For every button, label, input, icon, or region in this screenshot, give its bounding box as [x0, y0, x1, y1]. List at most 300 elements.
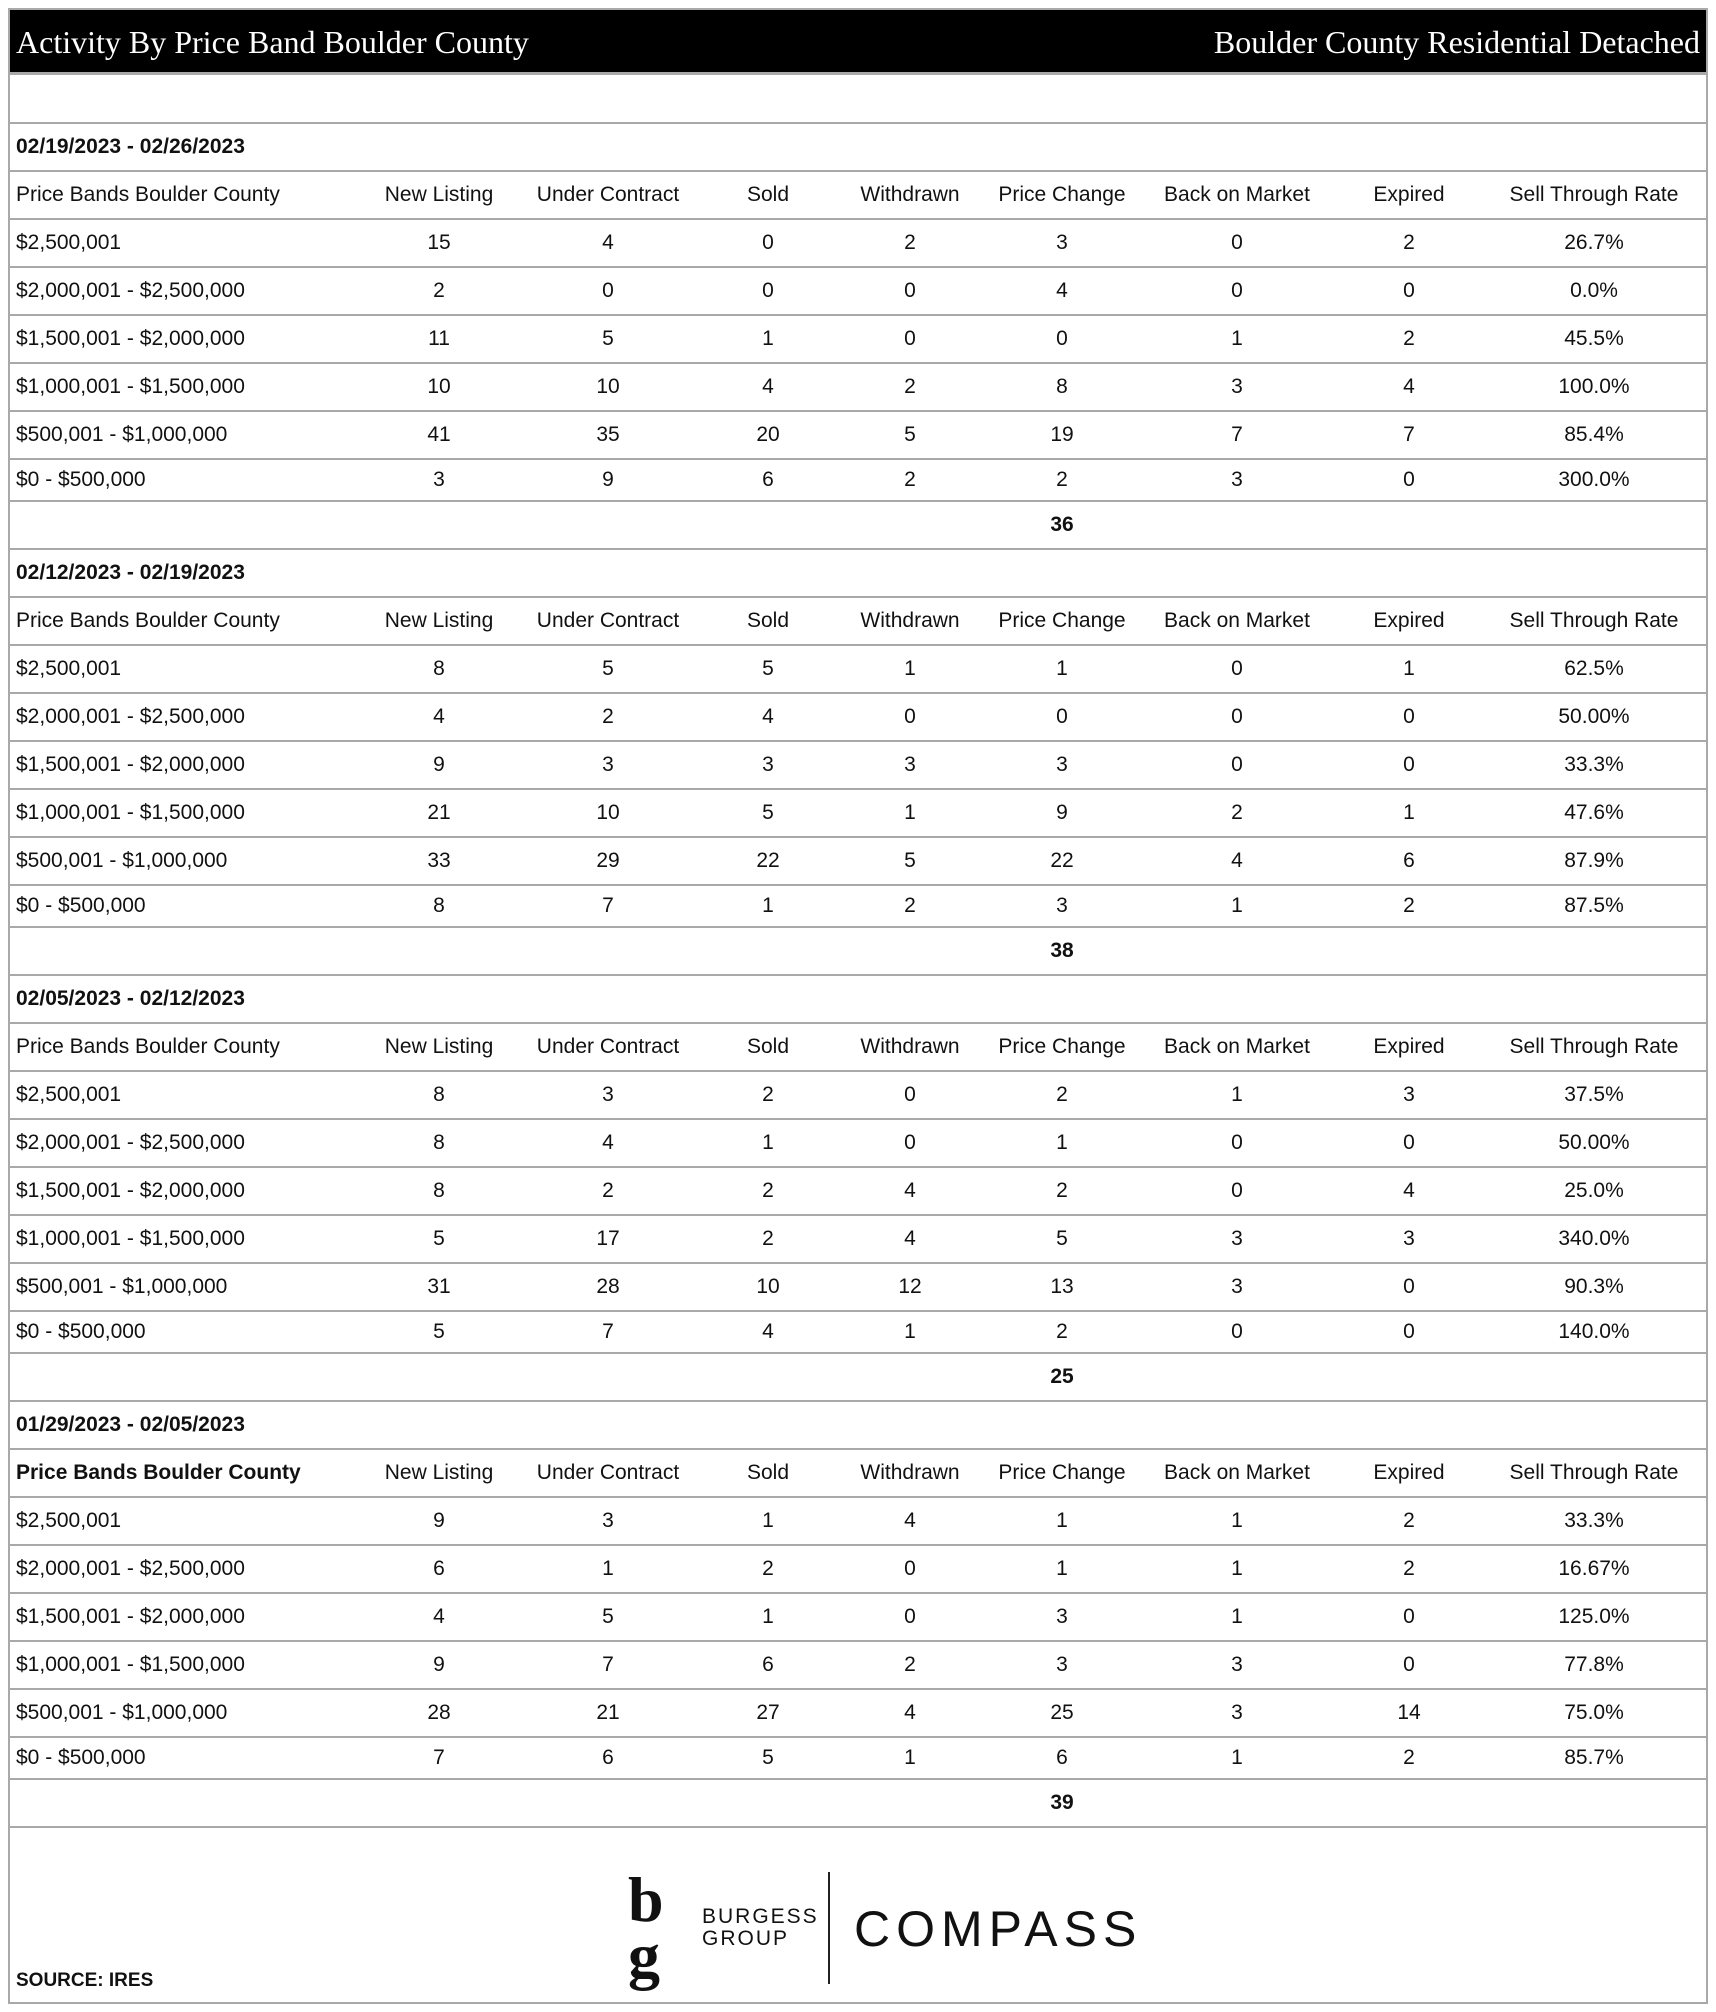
- withdrawn-cell: 0: [904, 705, 916, 728]
- table-row: [10, 1264, 1706, 1312]
- under-contract-cell: 6: [602, 1746, 614, 1769]
- price-band-cell: $2,000,001 - $2,500,000: [16, 1131, 245, 1154]
- table-row: [10, 412, 1706, 460]
- table-row: [10, 460, 1706, 502]
- under-contract-cell: 3: [602, 1083, 614, 1106]
- under-contract-cell: 3: [602, 753, 614, 776]
- column-header-row: [10, 172, 1706, 220]
- withdrawn-cell: 4: [904, 1509, 916, 1532]
- sold-cell: 1: [762, 1509, 774, 1532]
- table-row: [10, 694, 1706, 742]
- new-listing-cell: 21: [427, 801, 451, 824]
- sold-cell: 2: [762, 1227, 774, 1250]
- section-date-row: [10, 976, 1706, 1024]
- sold-cell: 22: [756, 849, 780, 872]
- expired-cell: 3: [1403, 1227, 1415, 1250]
- new-listing-cell: 9: [433, 1653, 445, 1676]
- sold-cell: 1: [762, 894, 774, 917]
- expired-cell: 4: [1403, 375, 1415, 398]
- expired-cell: Expired: [1373, 1461, 1445, 1484]
- price-change-cell: 22: [1050, 849, 1074, 872]
- back-on-market-cell: 3: [1231, 375, 1243, 398]
- withdrawn-cell: 0: [904, 1083, 916, 1106]
- sold-cell: 1: [762, 1605, 774, 1628]
- table-row: [10, 1168, 1706, 1216]
- under-contract-cell: 29: [596, 849, 620, 872]
- table-row: [10, 790, 1706, 838]
- withdrawn-cell: 12: [898, 1275, 922, 1298]
- under-contract-cell: 7: [602, 1320, 614, 1343]
- new-listing-cell: 4: [433, 705, 445, 728]
- withdrawn-cell: Withdrawn: [860, 609, 960, 632]
- expired-cell: Expired: [1373, 1035, 1445, 1058]
- price-change-cell: 6: [1056, 1746, 1068, 1769]
- burgess-group-logo-text: [702, 1906, 819, 1950]
- price-band-cell: $1,000,001 - $1,500,000: [16, 375, 245, 398]
- expired-cell: 0: [1403, 1275, 1415, 1298]
- new-listing-cell: 9: [433, 1509, 445, 1532]
- sold-cell: Sold: [746, 183, 790, 206]
- new-listing-cell: 10: [427, 375, 451, 398]
- withdrawn-cell: Withdrawn: [860, 1035, 960, 1058]
- under-contract-cell: 35: [596, 423, 620, 446]
- under-contract-cell: Under Contract: [536, 183, 680, 206]
- withdrawn-cell: 1: [904, 801, 916, 824]
- under-contract-cell: 4: [602, 231, 614, 254]
- brand-logos: [628, 1864, 1143, 1991]
- price-change-cell: 25: [1050, 1701, 1074, 1724]
- sold-cell: 5: [762, 657, 774, 680]
- expired-cell: 0: [1403, 1605, 1415, 1628]
- report-frame: [8, 8, 1708, 2004]
- section-date-row: [10, 1402, 1706, 1450]
- price-change-cell: 1: [1056, 1509, 1068, 1532]
- under-contract-cell: 2: [602, 705, 614, 728]
- column-header-row: [10, 1024, 1706, 1072]
- sell-through-rate-cell: 33.3%: [1564, 753, 1624, 776]
- price-band-cell: $2,500,001: [16, 657, 122, 680]
- sold-cell: 0: [762, 279, 774, 302]
- under-contract-cell: 5: [602, 657, 614, 680]
- table-row: [10, 1690, 1706, 1738]
- expired-cell: 2: [1403, 1509, 1415, 1532]
- back-on-market-cell: 0: [1231, 1320, 1243, 1343]
- expired-cell: 6: [1403, 849, 1415, 872]
- price-band-cell: $1,000,001 - $1,500,000: [16, 1653, 245, 1676]
- sell-through-rate-cell: 87.9%: [1564, 849, 1624, 872]
- back-on-market-cell: 1: [1231, 1083, 1243, 1106]
- expired-cell: 1: [1403, 801, 1415, 824]
- expired-cell: 0: [1403, 1653, 1415, 1676]
- expired-cell: 2: [1403, 1746, 1415, 1769]
- price-change-cell: 19: [1050, 423, 1074, 446]
- price-change-cell: 2: [1056, 1179, 1068, 1202]
- under-contract-cell: 17: [596, 1227, 620, 1250]
- withdrawn-cell: 2: [904, 231, 916, 254]
- logo-text-burgess: BURGESS: [702, 1905, 819, 1928]
- table-row: [10, 1216, 1706, 1264]
- source-note: SOURCE: IRES: [16, 1970, 154, 1991]
- back-on-market-cell: 0: [1231, 1179, 1243, 1202]
- price-band-cell: $2,500,001: [16, 1083, 122, 1106]
- under-contract-cell: 7: [602, 1653, 614, 1676]
- price-band-cell: $500,001 - $1,000,000: [16, 423, 228, 446]
- new-listing-cell: 5: [433, 1227, 445, 1250]
- new-listing-cell: 31: [427, 1275, 451, 1298]
- price-change-cell: 1: [1056, 1557, 1068, 1580]
- withdrawn-cell: Withdrawn: [860, 183, 960, 206]
- price-band-cell: $500,001 - $1,000,000: [16, 1701, 228, 1724]
- back-on-market-cell: 3: [1231, 468, 1243, 491]
- section-total: 39: [1050, 1791, 1074, 1814]
- under-contract-cell: 3: [602, 1509, 614, 1532]
- withdrawn-cell: 4: [904, 1227, 916, 1250]
- sell-through-rate-cell: Sell Through Rate: [1509, 183, 1679, 206]
- column-header-row: [10, 1450, 1706, 1498]
- withdrawn-cell: 1: [904, 657, 916, 680]
- withdrawn-cell: 1: [904, 1320, 916, 1343]
- sold-cell: 5: [762, 1746, 774, 1769]
- expired-cell: 0: [1403, 279, 1415, 302]
- back-on-market-cell: 0: [1231, 657, 1243, 680]
- price-change-cell: 13: [1050, 1275, 1074, 1298]
- blank-row: [10, 75, 1706, 124]
- withdrawn-cell: 0: [904, 1605, 916, 1628]
- price-change-cell: 0: [1056, 705, 1068, 728]
- price-band-cell: $2,000,001 - $2,500,000: [16, 1557, 245, 1580]
- withdrawn-cell: 2: [904, 375, 916, 398]
- new-listing-cell: 5: [433, 1320, 445, 1343]
- back-on-market-cell: 1: [1231, 1605, 1243, 1628]
- under-contract-cell: 10: [596, 801, 620, 824]
- sold-cell: 2: [762, 1179, 774, 1202]
- sell-through-rate-cell: 140.0%: [1558, 1320, 1630, 1343]
- price-change-cell: 9: [1056, 801, 1068, 824]
- sell-through-rate-cell: 50.00%: [1558, 1131, 1630, 1154]
- table-row: [10, 364, 1706, 412]
- under-contract-cell: 2: [602, 1179, 614, 1202]
- expired-cell: 0: [1403, 1131, 1415, 1154]
- expired-cell: 14: [1397, 1701, 1421, 1724]
- price-change-cell: 2: [1056, 468, 1068, 491]
- new-listing-cell: 6: [433, 1557, 445, 1580]
- sold-cell: 4: [762, 375, 774, 398]
- price-change-cell: 8: [1056, 375, 1068, 398]
- back-on-market-cell: Back on Market: [1164, 1035, 1310, 1058]
- sold-cell: 3: [762, 753, 774, 776]
- sell-through-rate-cell: 16.67%: [1558, 1557, 1630, 1580]
- table-row: [10, 220, 1706, 268]
- withdrawn-cell: 2: [904, 1653, 916, 1676]
- total-row: [10, 1780, 1706, 1828]
- sell-through-rate-cell: 85.4%: [1564, 423, 1624, 446]
- price-band-cell: $0 - $500,000: [16, 1320, 146, 1343]
- price-band-cell: $2,500,001: [16, 1509, 122, 1532]
- expired-cell: 2: [1403, 894, 1415, 917]
- back-on-market-cell: 3: [1231, 1701, 1243, 1724]
- report-subtitle: Boulder County Residential Detached: [1213, 24, 1700, 60]
- sell-through-rate-cell: 25.0%: [1564, 1179, 1624, 1202]
- new-listing-cell: 3: [433, 468, 445, 491]
- sell-through-rate-cell: 300.0%: [1558, 468, 1630, 491]
- withdrawn-cell: 5: [904, 423, 916, 446]
- sold-cell: Sold: [746, 1035, 790, 1058]
- new-listing-cell: 9: [433, 753, 445, 776]
- price-change-cell: Price Change: [998, 183, 1126, 206]
- new-listing-cell: New Listing: [384, 183, 494, 206]
- section-date: 02/05/2023 - 02/12/2023: [16, 987, 245, 1010]
- sold-cell: 2: [762, 1083, 774, 1106]
- back-on-market-cell: 1: [1231, 1557, 1243, 1580]
- sold-cell: 2: [762, 1557, 774, 1580]
- price-band-cell: $2,000,001 - $2,500,000: [16, 705, 245, 728]
- new-listing-cell: 8: [433, 1131, 445, 1154]
- back-on-market-cell: 0: [1231, 1131, 1243, 1154]
- under-contract-cell: 4: [602, 1131, 614, 1154]
- back-on-market-cell: 1: [1231, 327, 1243, 350]
- table-row: [10, 1594, 1706, 1642]
- under-contract-cell: 7: [602, 894, 614, 917]
- total-row: [10, 502, 1706, 550]
- sell-through-rate-cell: 85.7%: [1564, 1746, 1624, 1769]
- table-row: [10, 886, 1706, 928]
- logo-divider: [828, 1872, 830, 1984]
- section-date: 02/12/2023 - 02/19/2023: [16, 561, 245, 584]
- sell-through-rate-cell: 26.7%: [1564, 231, 1624, 254]
- column-header-row: [10, 598, 1706, 646]
- sold-cell: 0: [762, 231, 774, 254]
- under-contract-cell: 21: [596, 1701, 620, 1724]
- withdrawn-cell: 2: [904, 894, 916, 917]
- price-change-cell: 5: [1056, 1227, 1068, 1250]
- back-on-market-cell: 3: [1231, 1275, 1243, 1298]
- table-row: [10, 1498, 1706, 1546]
- table-row: [10, 1546, 1706, 1594]
- new-listing-cell: New Listing: [384, 1035, 494, 1058]
- price-band-cell: Price Bands Boulder County: [16, 183, 280, 206]
- table-row: [10, 1120, 1706, 1168]
- price-band-cell: Price Bands Boulder County: [16, 609, 280, 632]
- new-listing-cell: 11: [428, 327, 450, 350]
- sold-cell: 4: [762, 1320, 774, 1343]
- under-contract-cell: 5: [602, 1605, 614, 1628]
- under-contract-cell: 5: [602, 327, 614, 350]
- price-change-cell: 3: [1056, 231, 1068, 254]
- sell-through-rate-cell: 340.0%: [1558, 1227, 1630, 1250]
- sold-cell: 6: [762, 468, 774, 491]
- sell-through-rate-cell: 62.5%: [1564, 657, 1624, 680]
- expired-cell: 2: [1403, 327, 1415, 350]
- sold-cell: 20: [756, 423, 780, 446]
- sell-through-rate-cell: 33.3%: [1564, 1509, 1624, 1532]
- sold-cell: 4: [762, 705, 774, 728]
- new-listing-cell: 4: [433, 1605, 445, 1628]
- withdrawn-cell: 0: [904, 1557, 916, 1580]
- sold-cell: 10: [756, 1275, 780, 1298]
- price-change-cell: 3: [1056, 1605, 1068, 1628]
- under-contract-cell: Under Contract: [536, 1461, 680, 1484]
- back-on-market-cell: Back on Market: [1164, 183, 1310, 206]
- sell-through-rate-cell: 100.0%: [1558, 375, 1630, 398]
- withdrawn-cell: 3: [904, 753, 916, 776]
- back-on-market-cell: 3: [1231, 1653, 1243, 1676]
- section-total: 25: [1050, 1365, 1074, 1388]
- expired-cell: 1: [1403, 657, 1415, 680]
- new-listing-cell: 33: [427, 849, 451, 872]
- price-band-cell: $0 - $500,000: [16, 468, 146, 491]
- expired-cell: 4: [1403, 1179, 1415, 1202]
- footer: [10, 1836, 1706, 2002]
- expired-cell: 2: [1403, 1557, 1415, 1580]
- back-on-market-cell: 1: [1231, 894, 1243, 917]
- table-row: [10, 1072, 1706, 1120]
- price-change-cell: Price Change: [998, 1461, 1126, 1484]
- price-change-cell: 3: [1056, 894, 1068, 917]
- report-title: Activity By Price Band Boulder County: [16, 24, 529, 60]
- sell-through-rate-cell: 90.3%: [1564, 1275, 1624, 1298]
- sell-through-rate-cell: Sell Through Rate: [1509, 609, 1679, 632]
- back-on-market-cell: 2: [1231, 801, 1243, 824]
- burgess-group-logo-mark: b g: [628, 1864, 664, 1991]
- table-row: [10, 268, 1706, 316]
- sold-cell: 6: [762, 1653, 774, 1676]
- expired-cell: Expired: [1373, 609, 1445, 632]
- sold-cell: 5: [762, 801, 774, 824]
- back-on-market-cell: 3: [1231, 1227, 1243, 1250]
- table-row: [10, 1312, 1706, 1354]
- withdrawn-cell: 4: [904, 1179, 916, 1202]
- price-band-cell: $1,500,001 - $2,000,000: [16, 1605, 245, 1628]
- new-listing-cell: 8: [433, 894, 445, 917]
- back-on-market-cell: Back on Market: [1164, 1461, 1310, 1484]
- table-row: [10, 1738, 1706, 1780]
- sold-cell: 27: [756, 1701, 780, 1724]
- price-band-cell: $1,000,001 - $1,500,000: [16, 1227, 245, 1250]
- under-contract-cell: 9: [602, 468, 614, 491]
- new-listing-cell: 8: [433, 1179, 445, 1202]
- price-band-cell: $1,500,001 - $2,000,000: [16, 1179, 245, 1202]
- back-on-market-cell: 0: [1231, 753, 1243, 776]
- section-date-row: [10, 124, 1706, 172]
- price-change-cell: 2: [1056, 1320, 1068, 1343]
- new-listing-cell: New Listing: [384, 609, 494, 632]
- back-on-market-cell: 0: [1231, 279, 1243, 302]
- new-listing-cell: 2: [433, 279, 445, 302]
- withdrawn-cell: 0: [904, 1131, 916, 1154]
- total-row: [10, 1354, 1706, 1402]
- sell-through-rate-cell: 77.8%: [1564, 1653, 1624, 1676]
- price-change-cell: Price Change: [998, 1035, 1126, 1058]
- under-contract-cell: 0: [602, 279, 614, 302]
- price-band-cell: Price Bands Boulder County: [16, 1461, 301, 1484]
- price-band-cell: $1,500,001 - $2,000,000: [16, 753, 245, 776]
- table-row: [10, 646, 1706, 694]
- section-date: 02/19/2023 - 02/26/2023: [16, 135, 245, 158]
- price-band-cell: $1,000,001 - $1,500,000: [16, 801, 245, 824]
- sold-cell: Sold: [746, 609, 790, 632]
- new-listing-cell: 7: [433, 1746, 445, 1769]
- price-change-cell: 4: [1056, 279, 1068, 302]
- expired-cell: 0: [1403, 753, 1415, 776]
- price-change-cell: 1: [1056, 1131, 1068, 1154]
- back-on-market-cell: 1: [1231, 1509, 1243, 1532]
- new-listing-cell: 41: [427, 423, 451, 446]
- sell-through-rate-cell: Sell Through Rate: [1509, 1461, 1679, 1484]
- new-listing-cell: New Listing: [384, 1461, 494, 1484]
- price-band-cell: $0 - $500,000: [16, 894, 146, 917]
- table-row: [10, 742, 1706, 790]
- price-change-cell: 3: [1056, 753, 1068, 776]
- section-total: 38: [1050, 939, 1074, 962]
- back-on-market-cell: Back on Market: [1164, 609, 1310, 632]
- new-listing-cell: 15: [427, 231, 451, 254]
- price-band-cell: $1,500,001 - $2,000,000: [16, 327, 245, 350]
- new-listing-cell: 8: [433, 1083, 445, 1106]
- back-on-market-cell: 0: [1231, 231, 1243, 254]
- expired-cell: 7: [1403, 423, 1415, 446]
- sell-through-rate-cell: 47.6%: [1564, 801, 1624, 824]
- logo-text-group: GROUP: [702, 1927, 790, 1950]
- section-date-row: [10, 550, 1706, 598]
- expired-cell: 0: [1403, 705, 1415, 728]
- table-row: [10, 1642, 1706, 1690]
- withdrawn-cell: 0: [904, 327, 916, 350]
- sell-through-rate-cell: 75.0%: [1564, 1701, 1624, 1724]
- withdrawn-cell: Withdrawn: [860, 1461, 960, 1484]
- expired-cell: 0: [1403, 1320, 1415, 1343]
- sell-through-rate-cell: 87.5%: [1564, 894, 1624, 917]
- sell-through-rate-cell: 45.5%: [1564, 327, 1624, 350]
- price-band-cell: $2,000,001 - $2,500,000: [16, 279, 245, 302]
- under-contract-cell: 1: [602, 1557, 614, 1580]
- withdrawn-cell: 1: [904, 1746, 916, 1769]
- withdrawn-cell: 0: [904, 279, 916, 302]
- price-band-cell: Price Bands Boulder County: [16, 1035, 280, 1058]
- table-row: [10, 838, 1706, 886]
- price-change-cell: 3: [1056, 1653, 1068, 1676]
- table-row: [10, 316, 1706, 364]
- back-on-market-cell: 4: [1231, 849, 1243, 872]
- price-band-cell: $500,001 - $1,000,000: [16, 1275, 228, 1298]
- price-change-cell: 2: [1056, 1083, 1068, 1106]
- back-on-market-cell: 1: [1231, 1746, 1243, 1769]
- price-change-cell: 1: [1056, 657, 1068, 680]
- expired-cell: Expired: [1373, 183, 1445, 206]
- expired-cell: 2: [1403, 231, 1415, 254]
- sell-through-rate-cell: 125.0%: [1558, 1605, 1630, 1628]
- sell-through-rate-cell: 37.5%: [1564, 1083, 1624, 1106]
- withdrawn-cell: 5: [904, 849, 916, 872]
- under-contract-cell: Under Contract: [536, 609, 680, 632]
- report-header: [10, 10, 1706, 75]
- under-contract-cell: 28: [596, 1275, 620, 1298]
- sell-through-rate-cell: 0.0%: [1570, 279, 1618, 302]
- sold-cell: 1: [762, 1131, 774, 1154]
- section-total: 36: [1050, 513, 1074, 536]
- sell-through-rate-cell: 50.00%: [1558, 705, 1630, 728]
- expired-cell: 0: [1403, 468, 1415, 491]
- sold-cell: 1: [762, 327, 774, 350]
- price-band-cell: $500,001 - $1,000,000: [16, 849, 228, 872]
- back-on-market-cell: 0: [1231, 705, 1243, 728]
- under-contract-cell: 10: [596, 375, 620, 398]
- sold-cell: Sold: [746, 1461, 790, 1484]
- total-row: [10, 928, 1706, 976]
- withdrawn-cell: 2: [904, 468, 916, 491]
- withdrawn-cell: 4: [904, 1701, 916, 1724]
- section-date: 01/29/2023 - 02/05/2023: [16, 1413, 245, 1436]
- price-change-cell: Price Change: [998, 609, 1126, 632]
